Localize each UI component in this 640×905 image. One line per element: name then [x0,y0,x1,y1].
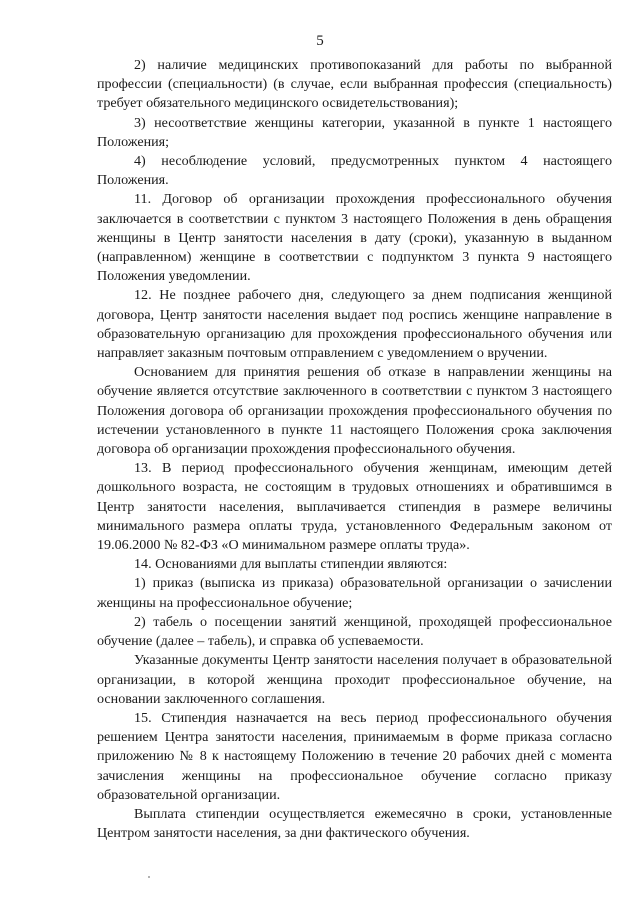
paragraph-item-2-contraindications: 2) наличие медицинских противопоказаний для работы по выбранной профессии (специальности) (в случае, если выбранная профессия (специальность) требует обязательного медицинского освидетельствования); [97,57,612,112]
scan-speck [148,876,150,878]
paragraph-documents-received: Указанные документы Центр занятости населения получает в образовательной организации, в которой женщина проходит профессиональное обучение, на основании заключенного соглашения. [97,652,612,707]
paragraph-clause-14: 14. Основаниями для выплаты стипендии являются: [134,556,448,573]
paragraph-payment-schedule: Выплата стипендии осуществляется ежемесячно в сроки, установленные Центром занятости населения, за дни фактического обучения. [97,805,612,842]
paragraph-item-2-attendance: 2) табель о посещении занятий женщиной, проходящей профессиональное обучение (далее – табель), и справка об успеваемости. [97,613,612,650]
paragraph-clause-13: 13. В период профессионального обучения женщинам, имеющим детей дошкольного возраста, не состоящим в трудовых отношениях и обратившимся в Центр занятости населения, выплачивается стипендия в размере величины минимального размера оплаты труда, установленного Федеральным законом от 19.06.2000 № 82-ФЗ «О минимальном размере оплаты труда». [97,460,612,554]
paragraph-clause-11: 11. Договор об организации прохождения профессионального обучения заключается в соответствии с пунктом 3 настоящего Положения в день обращения женщины в Центр занятости населения в дату (сроки), указанную в выданном (направленном) женщине в соответствии с подпунктом 3 пункта 9 настоящего Положения уведомлении. [97,191,612,285]
paragraph-item-3-category-mismatch: 3) несоответствие женщины категории, указанной в пункте 1 настоящего Положения; [97,114,612,150]
page-number: 5 [316,33,324,49]
document-body [97,56,612,843]
paragraph-clause-15: 15. Стипендия назначается на весь период профессионального обучения решением Центра занятости населения, принимаемым в форме приказа согласно приложению № 8 к настоящему Положению в течение 20 рабочих дней с момента зачисления женщины на профессиональное обучение согласно приказу образовательной организации. [97,709,612,803]
paragraph-item-1-order: 1) приказ (выписка из приказа) образовательной организации о зачислении женщины на профессиональное обучение; [97,575,612,611]
paragraph-item-4-conditions-violation: 4) несоблюдение условий, предусмотренных пунктом 4 настоящего Положения. [97,153,612,189]
paragraph-clause-12: 12. Не позднее рабочего дня, следующего за днем подписания женщиной договора, Центр занятости населения выдает под роспись женщине направление в образовательную организацию для прохождения профессионального обучения или направляет заказным почтовым отправлением с уведомлением о вручении. [97,287,612,362]
paragraph-refusal-grounds: Основанием для принятия решения об отказе в направлении женщины на обучение является отсутствие заключенного в соответствии с пунктом 3 настоящего Положения договора об организации прохождения профессионального обучения по истечении установленного в пункте 11 настоящего Положения срока заключения договора об организации прохождения профессионального обучения. [97,364,612,458]
